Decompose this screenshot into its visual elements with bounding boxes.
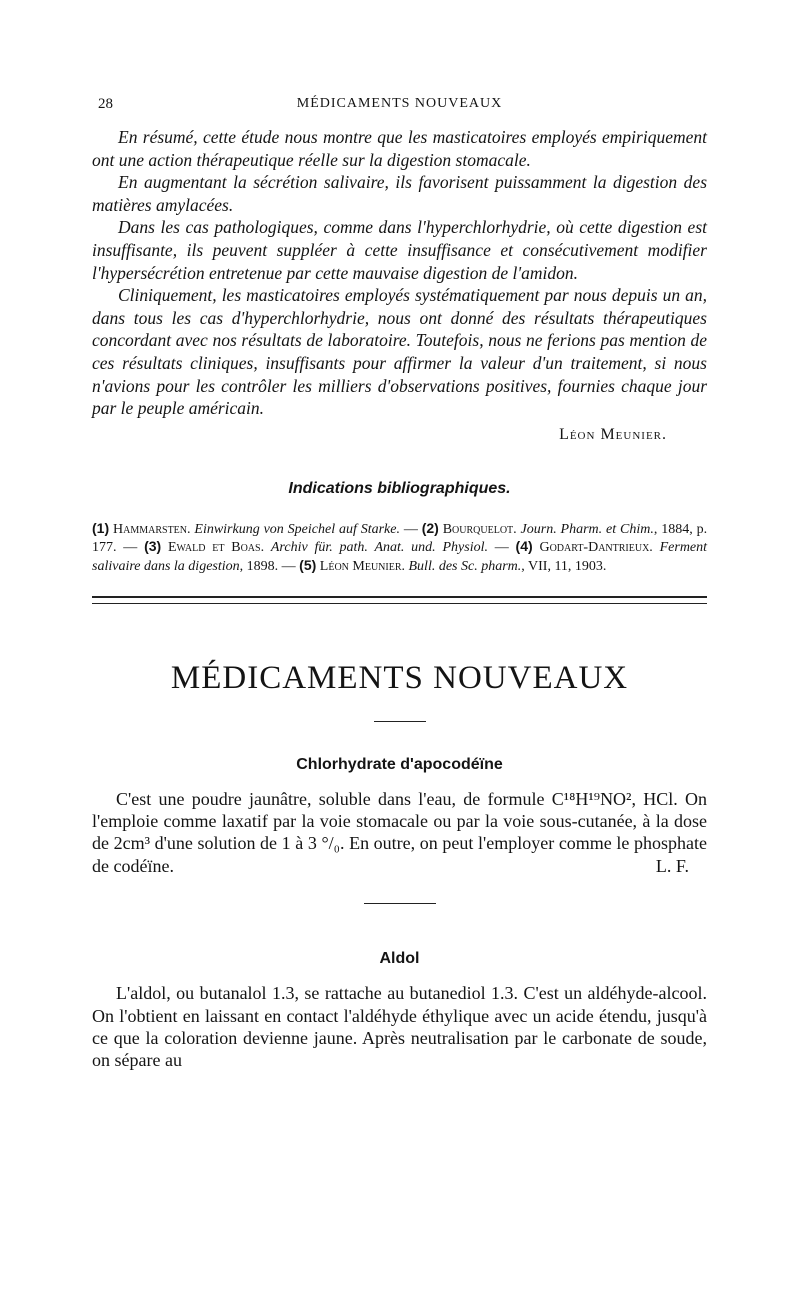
running-header [92, 96, 707, 118]
reference: (4) Godart-Dantrieux. Ferment salivaire dans la digestion, 1898. — [92, 538, 708, 574]
section-divider [92, 596, 707, 604]
bibliography-title: Indications bibliographiques. [288, 479, 511, 497]
reference: (2) Bourquelot. Journ. Pharm. et Chim., 1884, p. 177. — [92, 519, 708, 556]
conclusion-paragraph: En résumé, cette étude nous montre que les masticatoires employés empiriquement ont une action thérapeutique réelle sur la digestion stomacale. [92, 127, 707, 170]
article-text-aldol: L'aldol, ou butanalol 1.3, se rattache au butanediol 1.3. C'est un aldéhyde-alcool. On l'obtient en laissant en contact l'aldéhyde éthylique avec un acide étendu, jusqu'à ce que la coloration devienne jaune. Après neutralisation par le carbonate de soude, on sépare au [92, 983, 707, 1071]
title-rule [374, 721, 426, 722]
article-divider [364, 903, 436, 904]
conclusion-paragraph: En augmentant la sécrétion salivaire, ils favorisent puissamment la digestion des matières amylacées. [92, 172, 707, 215]
running-title: MÉDICAMENTS NOUVEAUX [296, 96, 503, 111]
article-text-apocodeine: C'est une poudre jaunâtre, soluble dans l'eau, de formule C¹⁸H¹⁹NO², HCl. On l'emploie comme laxatif par la voie stomacale ou par la voie sous-cutanée, à la dose de 2cm³ d'une solution de 1 à 3 °/₀. En outre, on peut l'employer comme le phosphate de codéïne. L. F. [92, 788, 707, 876]
bibliography [92, 520, 707, 576]
article-signature: L. F. [655, 855, 689, 876]
conclusion-block [92, 126, 707, 420]
article-title-aldol: Aldol [379, 950, 420, 968]
page [92, 96, 707, 1072]
reference: (1) Hammarsten. Einwirkung von Speichel auf Starke. — [92, 519, 422, 537]
reference: (5) Léon Meunier. Bull. des Sc. pharm., VII, 11, 1903. [299, 556, 607, 574]
section-title: MÉDICAMENTS NOUVEAUX [170, 659, 629, 696]
author-signature: Léon Meunier. [559, 425, 667, 443]
page-number: 28 [98, 96, 113, 112]
reference: (3) Ewald et Boas. Archiv für. path. Anat. und. Physiol. — [144, 538, 516, 556]
article-title-apocodeine: Chlorhydrate d'apocodéïne [296, 755, 503, 773]
conclusion-paragraph: Dans les cas pathologiques, comme dans l'hyperchlorhydrie, où cette digestion est insuffisante, ils peuvent suppléer à cette insuffisance et consécutivement modifier l'hypersécrétion entretenue par cette mauvaise digestion de l'amidon. [92, 217, 707, 283]
conclusion-paragraph: Cliniquement, les masticatoires employés systématiquement par nous depuis un an, dans tous les cas d'hyperchlorhydrie, nous ont donné des résultats thérapeutiques concordant avec nos résultats de laboratoire. Toutefois, nous ne ferions pas mention de ces résultats cliniques, insuffisants pour affirmer la valeur d'un traitement, si nous n'avions pour les contrôler les milliers d'observations positives, fournies chaque jour par le peuple américain. [92, 285, 707, 419]
